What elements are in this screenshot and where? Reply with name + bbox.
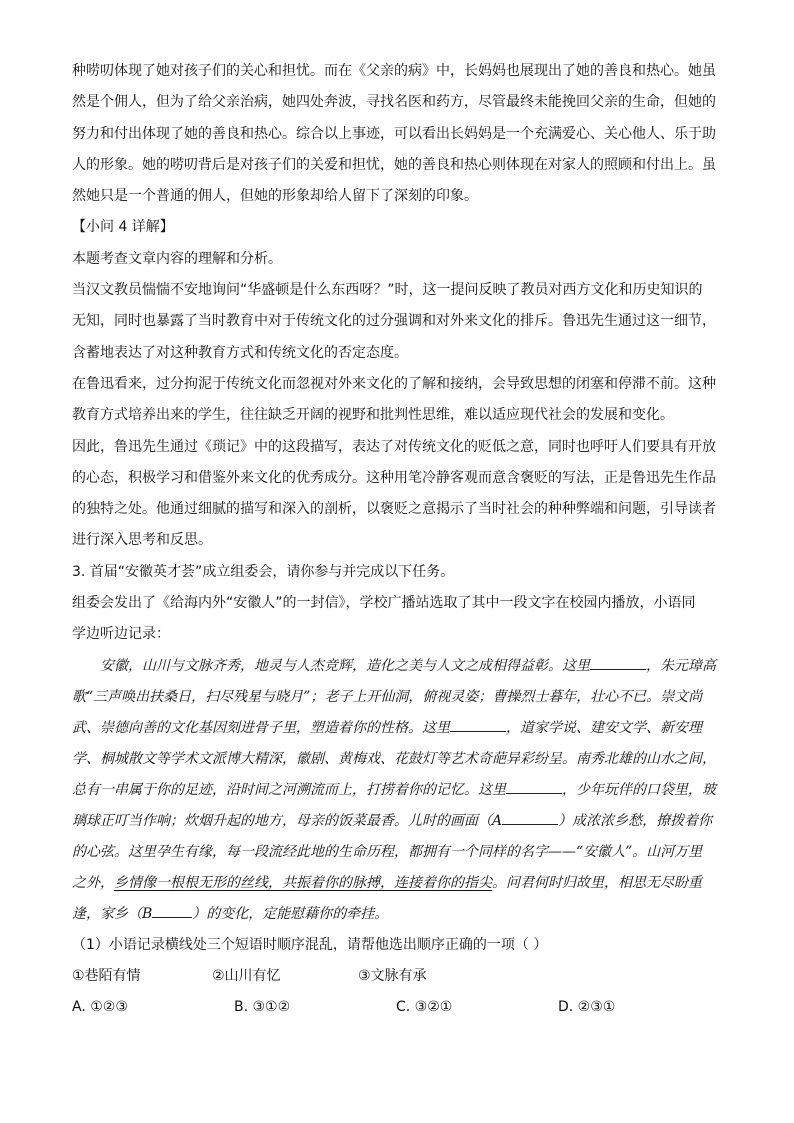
answer-choices xyxy=(72,992,722,1023)
answer-blank-1[interactable] xyxy=(590,655,646,670)
text-line: 学边听边记录： xyxy=(72,626,170,643)
phrase-options xyxy=(72,961,722,992)
letter-passage xyxy=(72,651,722,930)
text-line: 种唠叨体现了她对孩子们的关心和担忧。而在《父亲的病》中，长妈妈也展现出了她的善良和热心。她虽 xyxy=(72,63,716,79)
sub-question-1: （1）小语记录横线处三个短语时顺序混乱，请帮他选出顺序正确的一项（ ） xyxy=(72,936,548,953)
text-line: 然她只是一个普通的佣人，但她的形象却给人留下了深刻的印象。 xyxy=(72,188,478,205)
phrase-option: ③文脉有承 xyxy=(358,967,427,984)
text-line: 含蓄地表达了对这种教育方式和传统文化的否定态度。 xyxy=(72,344,408,361)
passage-line: 学、桐城散文等学术文派博大精深，徽剧、黄梅戏、花鼓灯等艺术奇葩异彩纷呈。南秀北雄的山水之间， xyxy=(72,750,716,767)
question-context xyxy=(72,588,722,651)
answer-blank-b[interactable] xyxy=(152,903,192,918)
analysis-paragraph-1 xyxy=(72,56,722,212)
document-page xyxy=(72,56,722,1023)
answer-blank-2[interactable] xyxy=(450,717,506,732)
answer-blank-3[interactable] xyxy=(506,779,562,794)
underlined-sentence: 乡情像一根根无形的丝线，共振着你的脉搏，连接着你的指尖 xyxy=(114,874,492,891)
text-line: 组委会发出了《给海内外“安徽人”的一封信》，学校广播站选取了其中一段文字在校园内播放，小语同 xyxy=(72,595,696,612)
choice-a[interactable]: A. ①②③ xyxy=(72,998,128,1015)
passage-line: 歌“三声唤出扶桑日，扫尽残星与晓月”；老子上开仙洞，俯视灵姿；曹操烈士暮年，壮心不已。崇文尚 xyxy=(72,688,703,705)
analysis-paragraph-4 xyxy=(72,432,722,557)
passage-line: 总有一串属于你的足迹，沿时间之河溯流而上，打捞着你的记忆。这里 ，少年玩伴的口袋里，玻 xyxy=(72,775,722,806)
text-line: 然是个佣人，但为了给父亲治病，她四处奔波，寻找名医和药方，尽管最终未能挽回父亲的生命，但她的 xyxy=(72,94,716,111)
text-line: 的心态，积极学习和借鉴外来文化的优秀成分。这种用笔冷静客观而意含褒贬的写法，正是鲁迅先生作品 xyxy=(72,469,716,486)
phrase-option: ②山川有忆 xyxy=(212,967,281,984)
choice-b[interactable]: B. ③①② xyxy=(234,998,291,1015)
text-line: 进行深入思考和反思。 xyxy=(72,532,212,549)
passage-line: 的心弦。这里孕生有缘，每一段流经此地的生命历程，都拥有一个同样的名字——“安徽人”。山河万里 xyxy=(72,843,703,860)
text-line: 因此，鲁迅先生通过《琐记》中的这段描写，表达了对传统文化的贬低之意，同时也呼吁人们要具有开放 xyxy=(72,438,716,455)
question-number: 3. 首届“安徽英才荟”成立组委会，请你参与并完成以下任务。 xyxy=(72,563,455,580)
intro-line: 本题考查文章内容的理解和分析。 xyxy=(72,250,282,267)
text-line: 努力和付出体现了她的善良和热心。综合以上事迹，可以看出长妈妈是一个充满爱心、关心他人、乐于助 xyxy=(72,125,716,142)
passage-line: 之外，乡情像一根根无形的丝线，共振着你的脉搏，连接着你的指尖。问君何时归故里，相思无尽盼重 xyxy=(72,874,702,891)
phrase-option: ①巷陌有情 xyxy=(72,967,141,984)
passage-line: 璃球正叮当作响；炊烟升起的地方，母亲的饭菜最香。儿时的画面（A ）成浓浓乡愁，撩拨着你 xyxy=(72,806,722,837)
passage-line: 逢，家乡（B ）的变化，定能慰藉你的牵挂。 xyxy=(72,899,722,930)
passage-line: 安徽，山川与文脉齐秀，地灵与人杰竞辉，造化之美与人文之成相得益彰。这里 ，朱元璋高 xyxy=(72,651,722,682)
passage-line: 武、崇德向善的文化基因刻进骨子里，塑造着你的性格。这里 ，道家学说、建安文学、新安理 xyxy=(72,713,722,744)
text-line: 人的形象。她的唠叨背后是对孩子们的关爱和担忧，她的善良和热心则体现在对家人的照顾和付出上。虽 xyxy=(72,156,716,173)
text-line: 当汉文教员惴惴不安地询问“华盛顿是什么东西呀？”时，这一提问反映了教员对西方文化和历史知识的 xyxy=(72,282,703,299)
choice-c[interactable]: C. ③②① xyxy=(396,998,453,1015)
choice-d[interactable]: D. ②③① xyxy=(558,998,616,1015)
section-heading: 【小问 4 详解】 xyxy=(72,219,174,236)
analysis-paragraph-3 xyxy=(72,369,722,432)
text-line: 在鲁迅看来，过分拘泥于传统文化而忽视对外来文化的了解和接纳，会导致思想的闭塞和停滞不前。这种 xyxy=(72,375,716,392)
text-line: 的独特之处。他通过细腻的描写和深入的剖析，以褒贬之意揭示了当时社会的种种弊端和问题，引导读者 xyxy=(72,501,716,518)
analysis-paragraph-2 xyxy=(72,275,722,369)
text-line: 无知，同时也暴露了当时教育中对于传统文化的过分强调和对外来文化的排斥。鲁迅先生通过这一细节， xyxy=(72,313,716,330)
text-line: 教育方式培养出来的学生，往往缺乏开阔的视野和批判性思维，难以适应现代社会的发展和变化。 xyxy=(72,407,674,424)
answer-blank-a[interactable] xyxy=(502,810,558,825)
